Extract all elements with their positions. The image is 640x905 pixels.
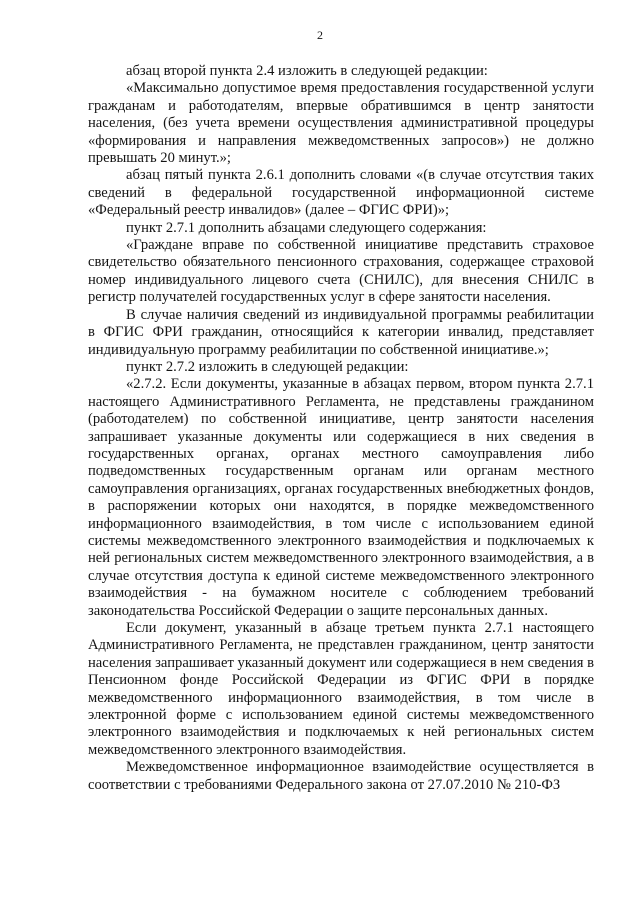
page-number: 2 [317, 28, 323, 42]
document-body [88, 63, 594, 794]
paragraph-amend-2-7-1: пункт 2.7.1 дополнить абзацами следующего содержания: [126, 219, 487, 236]
paragraph-amend-2-7-2: пункт 2.7.2 изложить в следующей редакции: [126, 358, 409, 375]
paragraph-2-7-2-text: «2.7.2. Если документы, указанные в абзацах первом, втором пункта 2.7.1 настоящего Административного Регламента, не представлены гражданином (работодателем) по собственной инициативе, центр занятости населения запрашивает указанные документы или содержащиеся в них сведения в государственных органах, органах местного самоуправления либо подведомственных государственным органам или органам местного самоуправления организациях, органах государственных внебюджетных фондов, в распоряжении которых они находятся, в порядке межведомственного информационного взаимодействия, в том числе с использованием единой системы межведомственного электронного взаимодействия и подключаемых к ней региональных систем межведомственного электронного взаимодействия, а в случае отсутствия доступа к единой системе межведомственного электронного взаимодействия - на бумажном носителе с соблюдением требований законодательства Российской Федерации о защите персональных данных. [88, 376, 594, 619]
paragraph-amend-2-6-1: абзац пятый пункта 2.6.1 дополнить словами «(в случае отсутствия таких сведений в федеральной государственной информационной системе «Федеральный реестр инвалидов» (далее – ФГИС ФРИ)»; [88, 167, 594, 219]
paragraph-interagency-interaction: Межведомственное информационное взаимодействие осуществляется в соответствии с требованиями Федерального закона от 27.07.2010 № 210-ФЗ [88, 759, 594, 793]
paragraph-amend-2-4: абзац второй пункта 2.4 изложить в следующей редакции: [126, 63, 488, 79]
paragraph-pension-fund-request: Если документ, указанный в абзаце третьем пункта 2.7.1 настоящего Административного Регламента, не представлен гражданином, центр занятости населения запрашивает указанный документ или содержащиеся в нем сведения в Пенсионном фонде Российской Федерации из ФГИС ФРИ в порядке межведомственного информационного взаимодействия, в том числе в электронной форме с использованием единой системы межведомственного электронного взаимодействия и подключаемых к ней региональных систем межведомственного электронного взаимодействия. [88, 620, 594, 758]
paragraph-snils: «Граждане вправе по собственной инициативе представить страховое свидетельство обязательного пенсионного страхования, содержащее страховой номер индивидуального лицевого счета (СНИЛС), для внесения СНИЛС в регистр получателей государственных услуг в сфере занятости населения. [88, 237, 594, 306]
paragraph-max-wait-time: «Максимально допустимое время предоставления государственной услуги гражданам и работодателям, впервые обратившимся в центр занятости населения, (без учета времени осуществления административной процедуры «формирования и направления межведомственных запросов») не должно превышать 20 минут.»; [88, 80, 594, 167]
paragraph-rehabilitation-program: В случае наличия сведений из индивидуальной программы реабилитации в ФГИС ФРИ гражданин, относящийся к категории инвалид, представляет индивидуальную программу реабилитации по собственной инициативе.»; [88, 306, 594, 358]
